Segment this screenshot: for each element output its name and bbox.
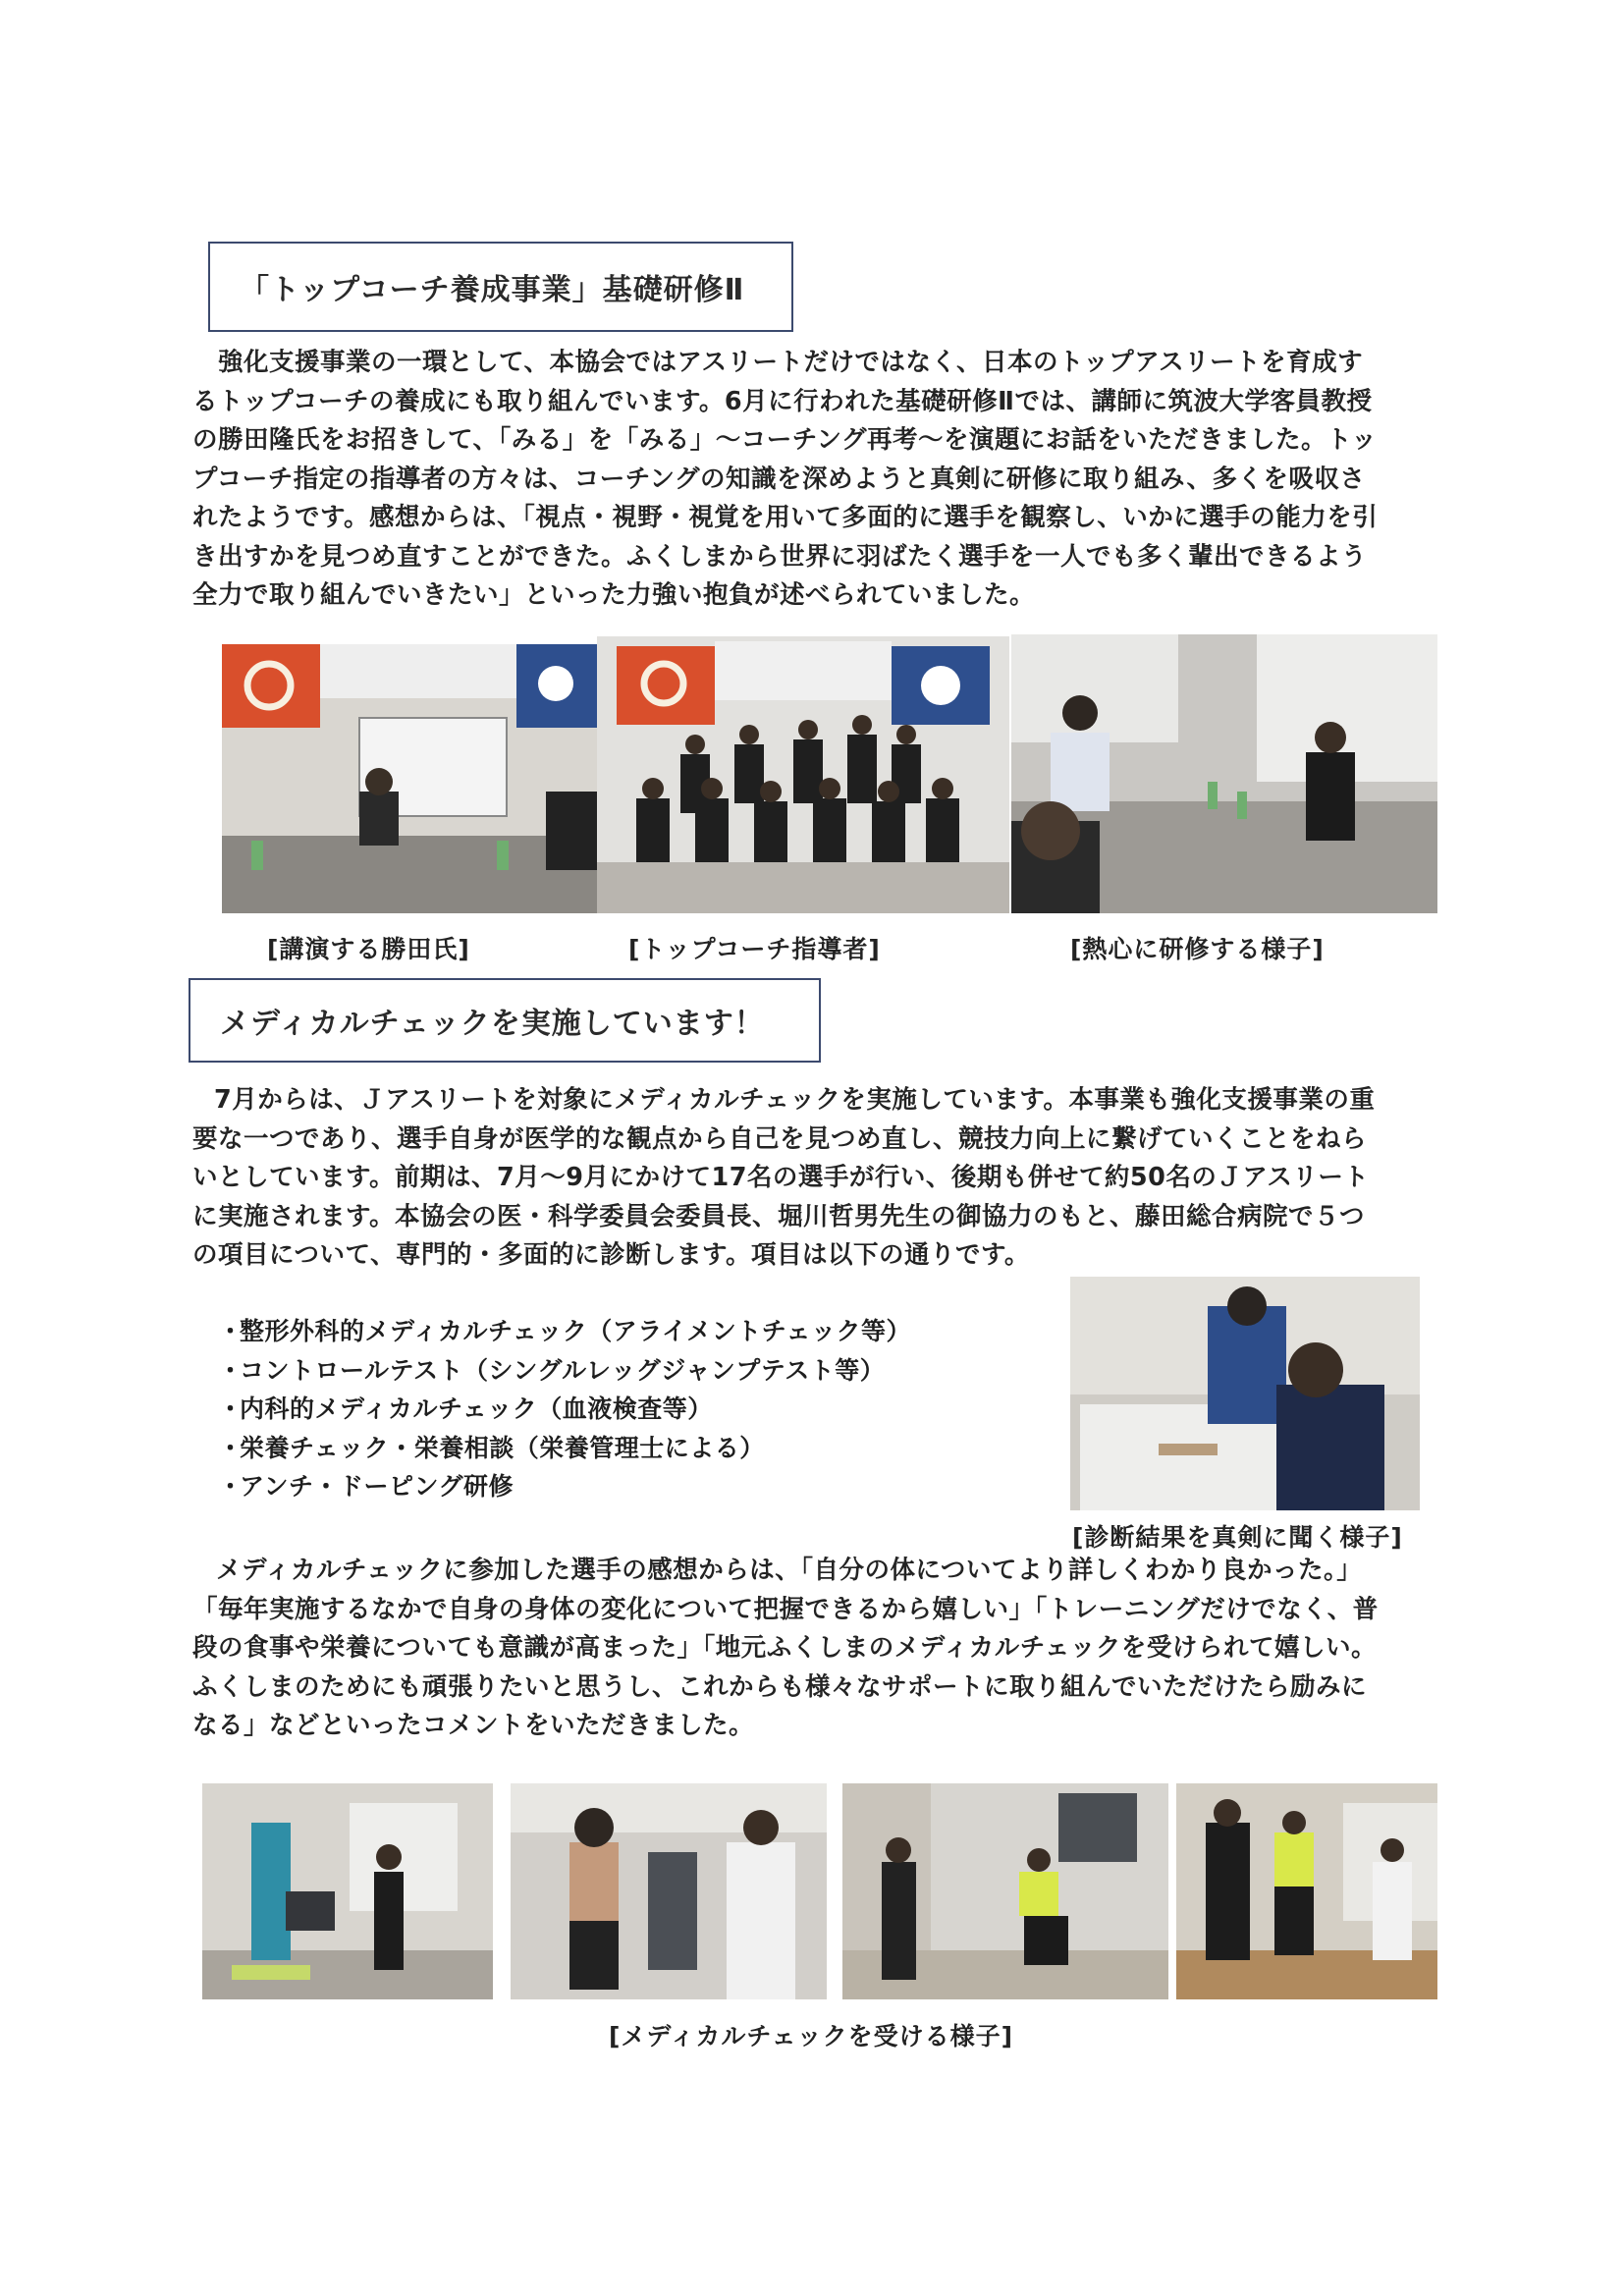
list-item: ・整形外科的メディカルチェック（アライメントチェック等） — [218, 1317, 912, 1345]
paragraph-line: に実施されます。本協会の医・科学委員会委員長、堀川哲男先生の御協力のもと、藤田総合病院で５つ — [192, 1201, 1365, 1231]
paragraph-line: るトップコーチの養成にも取り組んでいます。6月に行われた基礎研修Ⅱでは、講師に筑波大学客員教授 — [192, 386, 1373, 416]
photo-diagnosis — [1070, 1277, 1420, 1510]
paragraph-line: れたようです。感想からは、「視点・視野・視覚を用いて多面的に選手を観察し、いかに選手の能力を引 — [192, 503, 1379, 532]
section1-paragraph — [192, 344, 1461, 616]
caption-lecture: [講演する勝田氏] — [267, 935, 470, 963]
paragraph-line: 要な一つであり、選手自身が医学的な観点から自己を見つめ直し、競技力向上に繋げていくことをねら — [192, 1123, 1368, 1154]
paragraph-line: き出すかを見つめ直すことができた。ふくしまから世界に羽ばたく選手を一人でも多く輩出できるよう — [192, 541, 1368, 572]
paragraph-line: プコーチ指定の指導者の方々は、コーチングの知識を深めようと真剣に研修に取り組み、多くを吸収さ — [192, 464, 1366, 494]
paragraph-line: 段の食事や栄養についても意識が高まった」「地元ふくしまのメディカルチェックを受けられて嬉しい。 — [192, 1633, 1377, 1663]
caption-coaches: [トップコーチ指導者] — [628, 935, 881, 963]
paragraph-line: 全力で取り組んでいきたい」といった力強い抱負が述べられていました。 — [192, 580, 1036, 610]
paragraph-line: メディカルチェックに参加した選手の感想からは、「自分の体についてより詳しくわかり良かった。」 — [216, 1556, 1363, 1585]
photo-medical-2 — [511, 1783, 827, 1999]
photo-coaches — [597, 636, 1009, 913]
paragraph-line: 7月からは、Ｊアスリートを対象にメディカルチェックを実施しています。本事業も強化支援事業の重 — [214, 1085, 1376, 1115]
caption-medical-check: [メディカルチェックを受ける様子] — [609, 2022, 1014, 2050]
section2-comments — [192, 1552, 1461, 1746]
photo-training — [1011, 634, 1437, 913]
photo-medical-4 — [1176, 1783, 1437, 1999]
medical-check-items — [218, 1312, 911, 1506]
list-item: ・アンチ・ドーピング研修 — [218, 1472, 514, 1501]
caption-diagnosis: [診断結果を真剣に聞く様子] — [1072, 1523, 1403, 1552]
caption-training: [熱心に研修する様子] — [1070, 935, 1325, 963]
photo-lecture — [222, 644, 597, 913]
list-item: ・内科的メディカルチェック（血液検査等） — [218, 1394, 713, 1423]
paragraph-line: 「毎年実施するなかで自身の身体の変化について把握できるから嬉しい」「トレーニングだけでなく、普 — [192, 1594, 1379, 1624]
section2-heading-text: メディカルチェックを実施しています！ — [220, 1007, 765, 1041]
paragraph-line: ふくしまのためにも頑張りたいと思うし、これからも様々なサポートに取り組んでいただけたら励みに — [192, 1671, 1368, 1702]
paragraph-line: いとしています。前期は、7月～9月にかけて17名の選手が行い、後期も併せて約50名のＪアスリート — [192, 1163, 1370, 1192]
paragraph-line: 強化支援事業の一環として、本協会ではアスリートだけではなく、日本のトップアスリートを育成す — [218, 348, 1364, 377]
photo-medical-3 — [842, 1783, 1168, 1999]
section1-heading-text: 「トップコーチ養成事業」基礎研修Ⅱ — [240, 273, 745, 307]
paragraph-line: の勝田隆氏をお招きして、「みる」を「みる」～コーチング再考～を演題にお話をいただきました。トッ — [192, 425, 1378, 455]
list-item: ・栄養チェック・栄養相談（栄養管理士による） — [218, 1433, 765, 1462]
paragraph-line: なる」などといったコメントをいただきました。 — [192, 1711, 755, 1740]
section2-heading — [189, 978, 821, 1063]
section2-paragraph — [192, 1081, 1461, 1276]
photo-medical-1 — [202, 1783, 493, 1999]
section1-heading — [208, 242, 793, 332]
list-item: ・コントロールテスト（シングルレッグジャンプテスト等） — [218, 1355, 886, 1385]
paragraph-line: の項目について、専門的・多面的に診断します。項目は以下の通りです。 — [192, 1240, 1030, 1270]
